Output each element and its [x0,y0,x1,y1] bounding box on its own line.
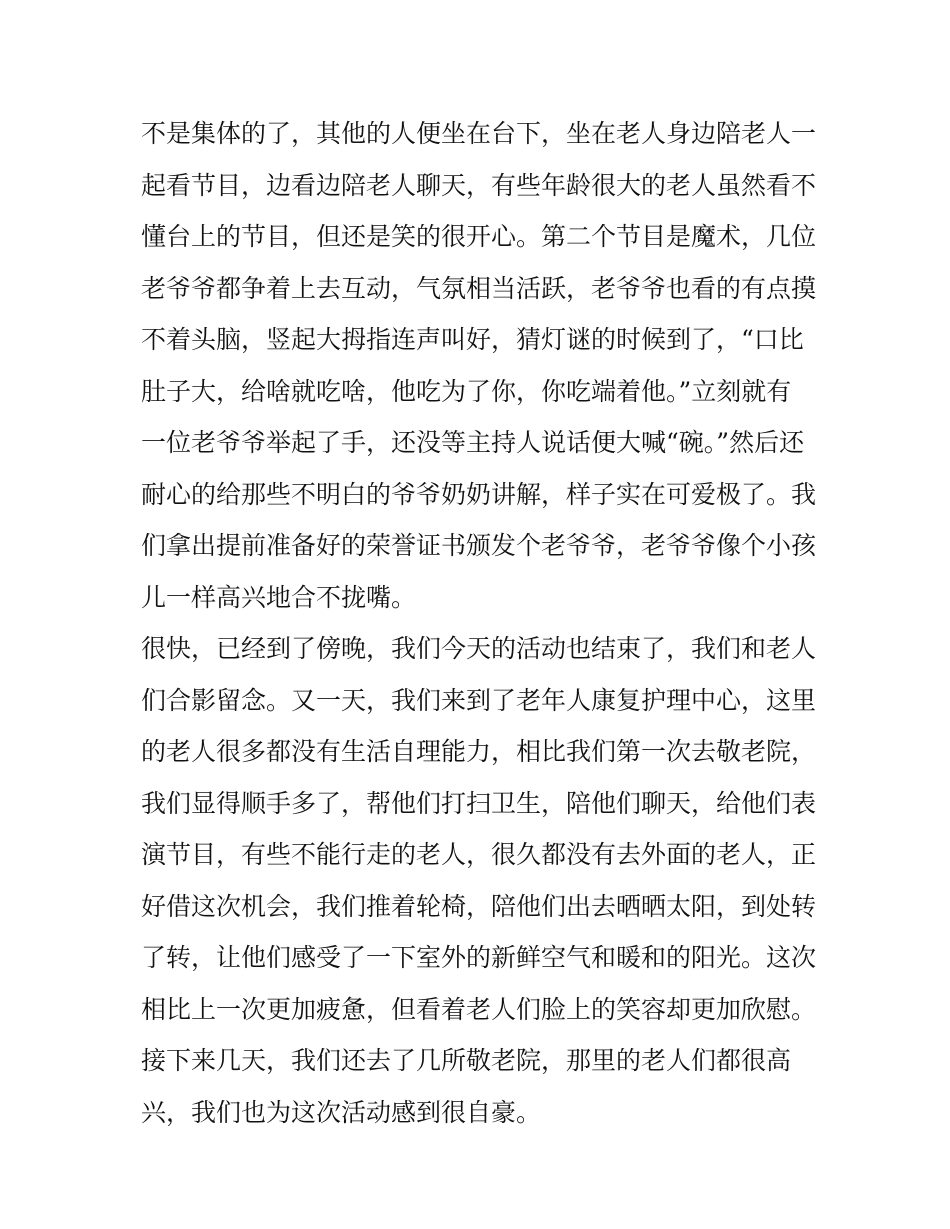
text-line: 的老人很多都没有生活自理能力，相比我们第一次去敬老院， [141,737,817,766]
text-line: 相比上一次更加疲惫，但看着老人们脸上的笑容却更加欣慰。 [141,994,817,1024]
text-line: 肚子大，给啥就吃啥，他吃为了你，你吃端着他。”立刻就有 [141,376,792,406]
text-line: 不是集体的了，其他的人便坐在台下，坐在老人身边陪老人一 [141,119,817,148]
text-line: 演节目，有些不能行走的老人，很久都没有去外面的老人，正 [141,840,817,869]
text-line: 老爷爷都争着上去互动，气氛相当活跃，老爷爷也看的有点摸 [141,273,817,303]
text-line: 接下来几天，我们还去了几所敬老院，那里的老人们都很高 [141,1046,792,1075]
text-line: 儿一样高兴地合不拢嘴。 [141,582,417,612]
text-line: 好借这次机会，我们推着轮椅，陪他们出去晒晒太阳，到处转 [141,891,817,921]
text-line: 不着头脑，竖起大拇指连声叫好，猜灯谜的时候到了，“口比 [141,325,804,354]
text-line: 懂台上的节目，但还是笑的很开心。第二个节目是魔术，几位 [141,222,817,251]
text-line: 很快，已经到了傍晚，我们今天的活动也结束了，我们和老人 [141,634,817,663]
text-line: 一位老爷爷举起了手，还没等主持人说话便大喊“碗。”然后还 [141,428,805,457]
text-line: 起看节目，边看边陪老人聊天，有些年龄很大的老人虽然看不 [141,170,817,200]
body-text [141,108,821,1138]
text-line: 们拿出提前准备好的荣誉证书颁发个老爷爷，老爷爷像个小孩 [141,531,817,560]
text-line: 了转，让他们感受了一下室外的新鲜空气和暖和的阳光。这次 [141,943,817,972]
text-line: 兴，我们也为这次活动感到很自豪。 [141,1097,542,1127]
text-line: 耐心的给那些不明白的爷爷奶奶讲解，样子实在可爱极了。我 [141,479,817,509]
text-line: 们合影留念。又一天，我们来到了老年人康复护理中心，这里 [141,685,817,715]
text-line: 我们显得顺手多了，帮他们打扫卫生，陪他们聊天，给他们表 [141,788,817,818]
